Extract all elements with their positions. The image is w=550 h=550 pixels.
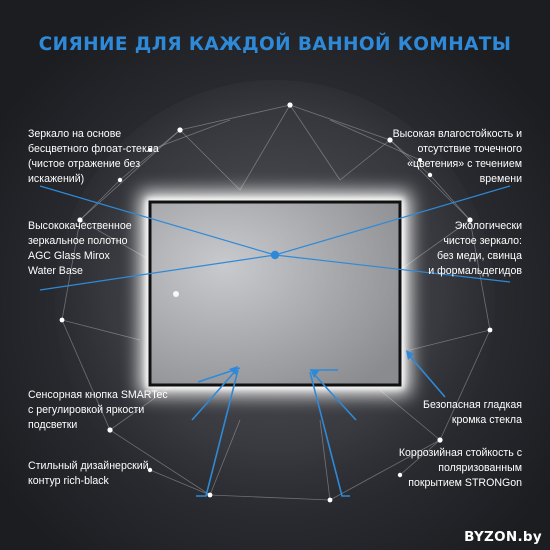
brand-watermark: BYZON.by (464, 529, 542, 545)
feature-line: Стильный дизайнерский (28, 460, 149, 472)
feature-line: с регулировкой яркости (28, 404, 145, 416)
feature-line: (чистое отражение без (28, 158, 141, 170)
feature-line: Зеркало на основе (28, 128, 122, 140)
feature-line: AGC Glass Mirox (28, 250, 110, 262)
feature-line: бесцветного флоат-стекла (28, 143, 159, 155)
feature-line: зеркальное полотно (28, 235, 128, 247)
feature-moisture-resistance (393, 127, 522, 187)
feature-line: «цветения» с течением (407, 158, 522, 170)
feature-smartec-button (28, 388, 168, 433)
feature-float-glass (28, 127, 159, 187)
feature-line: без меди, свинца (437, 250, 522, 262)
feature-line: искажений) (28, 173, 85, 185)
feature-corrosion-resistance (399, 446, 522, 491)
feature-line: Высококачественное (28, 220, 132, 232)
touch-button-icon (173, 291, 179, 297)
page-title: СИЯНИЕ ДЛЯ КАЖДОЙ ВАННОЙ КОМНАТЫ (38, 34, 512, 55)
feature-eco-mirror (428, 219, 522, 279)
feature-rich-black-contour (28, 459, 149, 489)
feature-line: Сенсорная кнопка SMARTec (28, 389, 168, 401)
feature-line: Высокая влагостойкость и (392, 128, 522, 140)
feature-smooth-edge (423, 398, 522, 428)
feature-line: Коррозийная стойкость с (398, 447, 522, 459)
feature-line: подсветки (28, 419, 78, 431)
feature-line: отсутствие точечного (417, 143, 522, 155)
feature-line: поляризованным (438, 462, 522, 474)
feature-line: покрытием STRONGon (408, 477, 522, 489)
feature-line: Безопасная гладкая (423, 399, 522, 411)
feature-line: Экологически (454, 220, 522, 232)
feature-line: чистое зеркало: (443, 235, 522, 247)
feature-agc-glass (28, 219, 132, 279)
feature-line: контур rich-black (28, 475, 109, 487)
feature-line: Water Base (28, 265, 83, 277)
feature-line: кромка стекла (451, 414, 522, 426)
feature-line: и формальдегидов (428, 265, 522, 277)
feature-line: времени (479, 173, 522, 185)
